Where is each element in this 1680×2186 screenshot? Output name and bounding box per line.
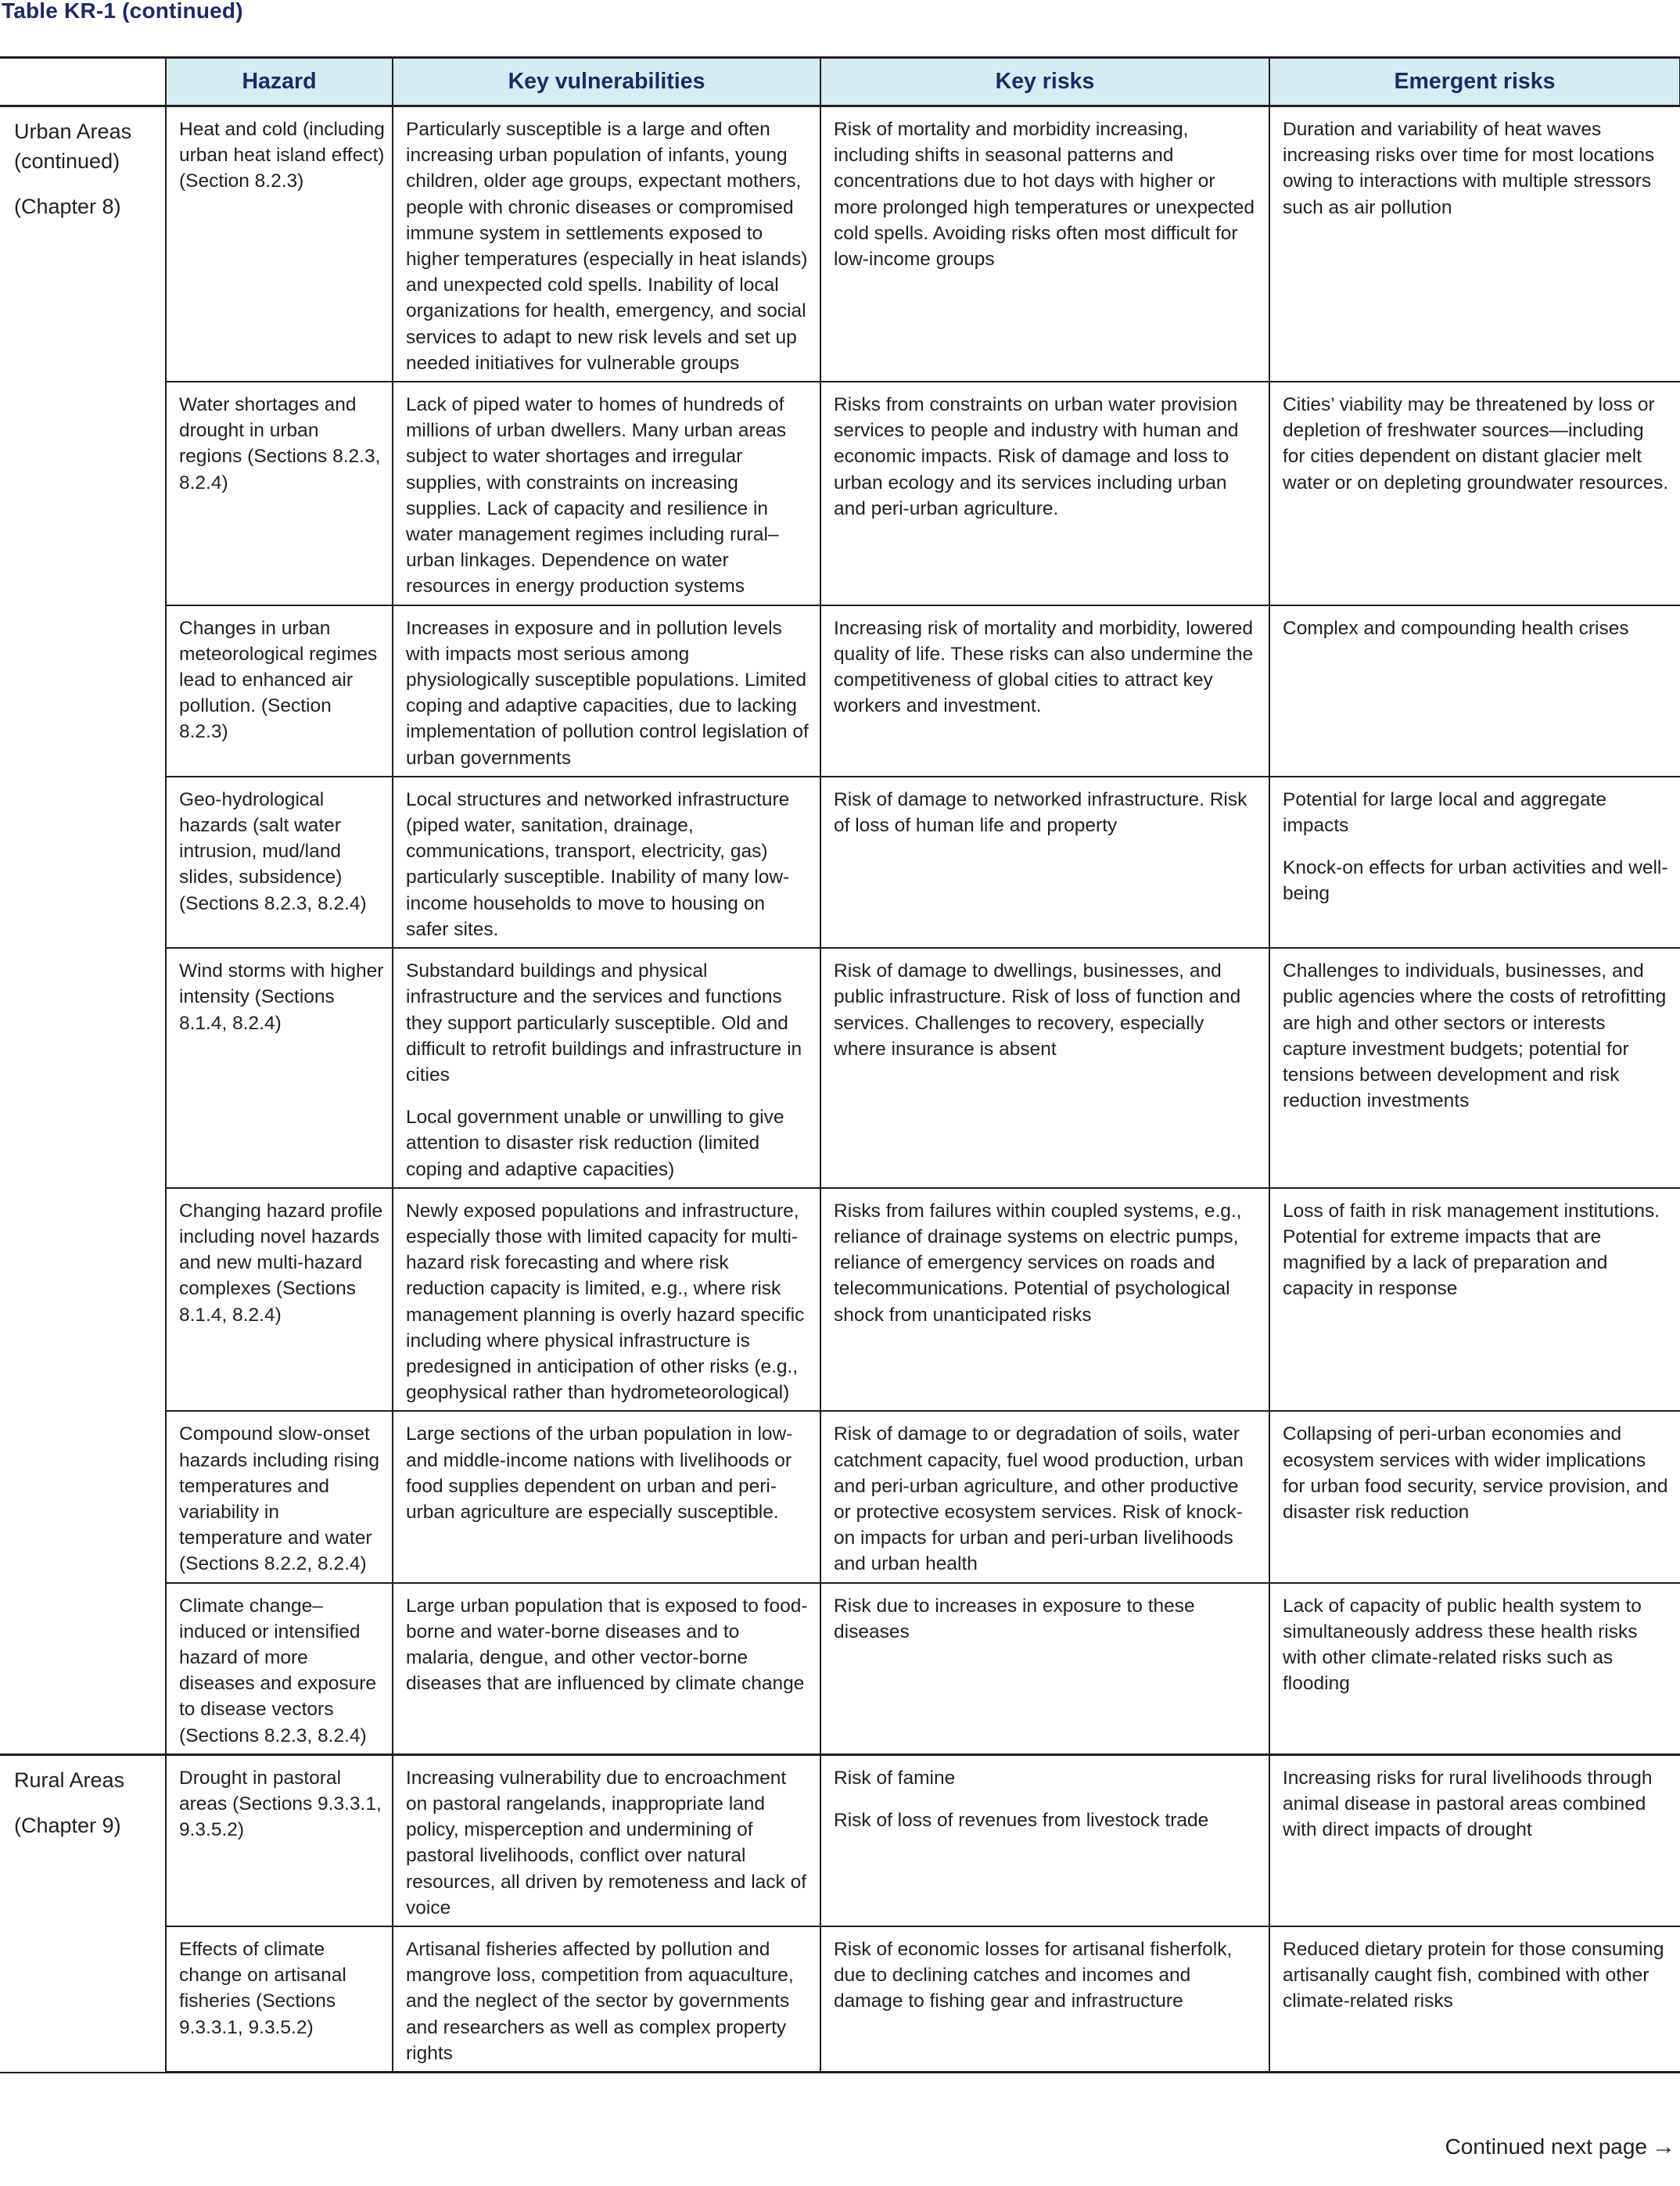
table-row <box>0 106 1680 382</box>
arrow-right-icon: → <box>1652 2134 1675 2159</box>
cell-paragraph: Reduced dietary protein for those consuming artisanally caught fish, combined with other climate-related risks <box>1283 1939 1664 2012</box>
cell-paragraph: Potential for large local and aggregate impacts <box>1283 788 1607 837</box>
cell-paragraph: Challenges to individuals, businesses, and public agencies where the costs of retrofitting are high and other sectors or interests capture investment budgets; potential for tensions between development and risk reduction investments <box>1283 960 1667 1112</box>
cell-paragraph: Local government unable or unwilling to give attention to disaster risk reduction (limited coping and adaptive capacities) <box>406 1107 784 1180</box>
cell-paragraph: Risk of damage to dwellings, businesses, and public infrastructure. Risk of loss of function and services. Challenges to recovery, especially where insurance is absent <box>834 960 1241 1060</box>
hazard-cell: Changing hazard profile including novel hazards and new multi-hazard complexes (Sections 8.1.4, 8.2.4) <box>166 1188 393 1412</box>
cell-paragraph: Risk of famine <box>834 1767 956 1789</box>
region-label: Rural Areas <box>14 1768 125 1792</box>
region-label: (Chapter 8) <box>14 195 121 218</box>
cell-paragraph: Increasing risk of mortality and morbidity, lowered quality of life. These risks can also undermine the competitiveness of global cities to attract key workers and investment. <box>834 617 1254 717</box>
header-emergent: Emergent risks <box>1269 58 1680 106</box>
vulnerabilities-cell <box>393 1411 820 1582</box>
emergent-cell <box>1269 1754 1680 1926</box>
table-row <box>0 1926 1680 2073</box>
vulnerabilities-cell <box>393 777 820 948</box>
table-row <box>0 1583 1680 1755</box>
risks-cell <box>820 777 1269 948</box>
cell-paragraph: Risk due to increases in exposure to these diseases <box>834 1595 1195 1642</box>
table-row <box>0 1411 1680 1582</box>
header-region <box>0 58 166 106</box>
cell-paragraph: Complex and compounding health crises <box>1283 617 1629 639</box>
hazard-cell: Compound slow-onset hazards including rising temperatures and variability in temperature and water (Sections 8.2.2, 8.2.4) <box>166 1411 393 1582</box>
cell-paragraph: Loss of faith in risk management institutions. Potential for extreme impacts that are magnified by a lack of preparation and capacity in response <box>1283 1200 1660 1300</box>
continued-footer <box>1445 2134 1675 2160</box>
cell-paragraph: Increasing vulnerability due to encroachment on pastoral rangelands, inappropriate land policy, misperception and undermining of pastoral livelihoods, conflict over natural resources, all driven by remoteness and lack of voice <box>406 1767 807 1919</box>
cell-paragraph: Local structures and networked infrastructure (piped water, sanitation, drainage, communications, transport, electricity, gas) particularly susceptible. Inability of many low-income households to move to housing on safer sites. <box>406 788 790 940</box>
vulnerabilities-cell <box>393 1188 820 1412</box>
emergent-cell <box>1269 106 1680 382</box>
continued-text: Continued next page <box>1445 2134 1647 2159</box>
table-caption: Table KR-1 (continued) <box>2 0 243 23</box>
cell-paragraph: Lack of piped water to homes of hundreds of millions of urban dwellers. Many urban areas subject to water shortages and irregular supplies, with constraints on increasing supplies. Lack of capacity and resilience in water management regimes including rural–urban linkages. Dependence on water resources in energy production systems <box>406 394 787 598</box>
vulnerabilities-cell <box>393 106 820 382</box>
hazard-cell: Wind storms with higher intensity (Sections 8.1.4, 8.2.4) <box>166 948 393 1188</box>
cell-paragraph: Risk of economic losses for artisanal fisherfolk, due to declining catches and incomes and damage to fishing gear and infrastructure <box>834 1939 1233 2012</box>
cell-paragraph: Duration and variability of heat waves increasing risks over time for most locations owing to interactions with multiple stressors such as air pollution <box>1283 119 1655 218</box>
cell-paragraph: Particularly susceptible is a large and often increasing urban population of infants, young children, older age groups, expectant mothers, people with chronic diseases or compromised immune system in settlements exposed to higher temperatures (especially in heat islands) and unexpected cold spells. Inability of local organizations for health, emergency, and social services to adapt to new risk levels and set up needed initiatives for vulnerable groups <box>406 119 808 374</box>
cell-paragraph: Increases in exposure and in pollution levels with impacts most serious among physiologically susceptible populations. Limited coping and adaptive capacities, due to lacking implementation of pollution control legislation of urban governments <box>406 617 809 769</box>
emergent-cell <box>1269 382 1680 605</box>
region-cell <box>0 1754 166 2072</box>
risks-cell <box>820 1754 1269 1926</box>
risks-cell <box>820 948 1269 1188</box>
emergent-cell <box>1269 1583 1680 1755</box>
region-label: (Chapter 9) <box>14 1813 121 1837</box>
hazard-cell: Climate change–induced or intensified hazard of more diseases and exposure to disease vectors (Sections 8.2.3, 8.2.4) <box>166 1583 393 1755</box>
hazard-cell: Heat and cold (including urban heat island effect) (Section 8.2.3) <box>166 106 393 382</box>
emergent-cell <box>1269 948 1680 1188</box>
risks-cell <box>820 382 1269 605</box>
risks-cell <box>820 1583 1269 1755</box>
emergent-cell <box>1269 605 1680 777</box>
cell-paragraph: Large sections of the urban population in low- and middle-income nations with livelihoods or food supplies dependent on urban and peri-urban agriculture are especially susceptible. <box>406 1423 793 1523</box>
cell-paragraph: Risk of damage to or degradation of soils, water catchment capacity, fuel wood production, urban and peri-urban agriculture, and other productive or protective ecosystem services. Risk of knock-on impacts for urban and peri-urban livelihoods and urban health <box>834 1423 1244 1575</box>
hazard-cell: Changes in urban meteorological regimes lead to enhanced air pollution. (Section 8.2.3) <box>166 605 393 777</box>
vulnerabilities-cell <box>393 382 820 605</box>
table-body <box>0 106 1680 2073</box>
header-risks: Key risks <box>820 58 1269 106</box>
risks-cell <box>820 106 1269 382</box>
risks-cell <box>820 1411 1269 1582</box>
risks-cell <box>820 1926 1269 2073</box>
table-row <box>0 605 1680 777</box>
cell-paragraph: Lack of capacity of public health system to simultaneously address these health risks with other climate-related risks such as flooding <box>1283 1595 1642 1695</box>
hazard-cell: Drought in pastoral areas (Sections 9.3.3.1, 9.3.5.2) <box>166 1754 393 1926</box>
emergent-cell <box>1269 1926 1680 2073</box>
header-hazard: Hazard <box>166 58 393 106</box>
vulnerabilities-cell <box>393 1754 820 1926</box>
cell-paragraph: Large urban population that is exposed to food-borne and water-borne diseases and to malaria, dengue, and other vector-borne diseases that are influenced by climate change <box>406 1595 808 1695</box>
table-row <box>0 948 1680 1188</box>
cell-paragraph: Substandard buildings and physical infrastructure and the services and functions they support particularly susceptible. Old and difficult to retrofit buildings and infrastructure in cities <box>406 960 802 1086</box>
table-row <box>0 1754 1680 1926</box>
cell-paragraph: Cities’ viability may be threatened by loss or depletion of freshwater sources—including for cities dependent on distant glacier melt water or on depleting groundwater resources. <box>1283 394 1669 494</box>
vulnerabilities-cell <box>393 948 820 1188</box>
hazard-cell: Geo-hydrological hazards (salt water intrusion, mud/land slides, subsidence) (Sections 8.2.3, 8.2.4) <box>166 777 393 948</box>
emergent-cell <box>1269 1188 1680 1412</box>
vulnerabilities-cell <box>393 605 820 777</box>
cell-paragraph: Risks from failures within coupled systems, e.g., reliance of drainage systems on electric pumps, reliance of emergency services on roads and telecommunications. Potential of psychological shock from unanticipated risks <box>834 1200 1242 1326</box>
header-row <box>0 58 1680 106</box>
hazard-cell: Effects of climate change on artisanal fisheries (Sections 9.3.3.1, 9.3.5.2) <box>166 1926 393 2073</box>
table-row <box>0 382 1680 605</box>
cell-paragraph: Risk of loss of revenues from livestock trade <box>834 1809 1209 1831</box>
risks-cell <box>820 605 1269 777</box>
table-row <box>0 1188 1680 1412</box>
cell-paragraph: Risks from constraints on urban water provision services to people and industry with human and economic impacts. Risk of damage and loss to urban ecology and its services including urban and peri-urban agriculture. <box>834 394 1239 519</box>
cell-paragraph: Collapsing of peri-urban economies and ecosystem services with wider implications for urban food security, service provision, and disaster risk reduction <box>1283 1423 1668 1523</box>
cell-paragraph: Artisanal fisheries affected by pollution and mangrove loss, competition from aquaculture, and the neglect of the sector by governments and researchers as well as complex property rights <box>406 1939 794 2064</box>
risk-table <box>0 56 1680 2073</box>
cell-paragraph: Knock-on effects for urban activities and well-being <box>1283 857 1668 905</box>
cell-paragraph: Newly exposed populations and infrastructure, especially those with limited capacity for multi-hazard risk forecasting and where risk reduction capacity is limited, e.g., where risk management planning is overly hazard specific including where physical infrastructure is predesigned in anticipation of other risks (e.g., geophysical rather than hydrometeorological) <box>406 1200 805 1404</box>
region-cell <box>0 106 166 1755</box>
risks-cell <box>820 1188 1269 1412</box>
emergent-cell <box>1269 1411 1680 1582</box>
vulnerabilities-cell <box>393 1926 820 2073</box>
emergent-cell <box>1269 777 1680 948</box>
hazard-cell: Water shortages and drought in urban regions (Sections 8.2.3, 8.2.4) <box>166 382 393 605</box>
region-label: Urban Areas (continued) <box>14 120 132 173</box>
table-row <box>0 777 1680 948</box>
header-vulnerabilities: Key vulnerabilities <box>393 58 820 106</box>
cell-paragraph: Risk of damage to networked infrastructure. Risk of loss of human life and property <box>834 788 1247 837</box>
vulnerabilities-cell <box>393 1583 820 1755</box>
cell-paragraph: Increasing risks for rural livelihoods through animal disease in pastoral areas combined with direct impacts of drought <box>1283 1767 1653 1841</box>
cell-paragraph: Risk of mortality and morbidity increasing, including shifts in seasonal patterns and concentrations due to hot days with higher or more prolonged high temperatures or unexpected cold spells. Avoiding risks often most difficult for low-income groups <box>834 119 1255 271</box>
